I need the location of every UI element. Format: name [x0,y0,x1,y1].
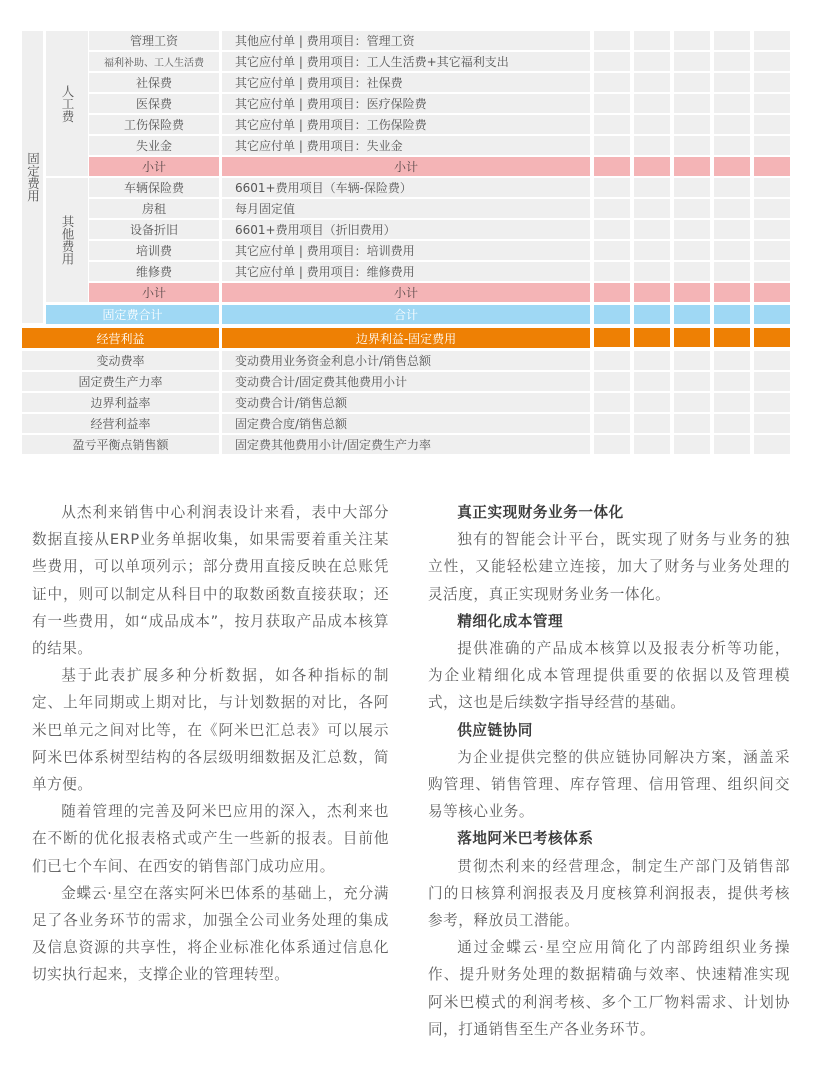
metric-row-value-cell [594,351,630,370]
row-source-text: 其它应付单 | 费用项目：工伤保险费 [222,115,590,134]
row-item-label: 设备折旧 [89,220,219,239]
labor-row-value-cell [674,94,710,113]
row-item-label: 工伤保险费 [89,115,219,134]
labor-row-value-cell [634,115,670,134]
labor-row-value-cell [754,136,790,155]
labor-row-value-cell [634,52,670,71]
labor-row-value-cell [634,73,670,92]
other-row-value-cell [754,262,790,281]
other-row-value-cell [714,178,750,197]
other-row-value-cell [594,178,630,197]
labor-row-value-cell [594,136,630,155]
other-subtotal-value-cell [594,283,630,302]
subgroup-label-labor: 人工费 [46,31,88,176]
labor-row-value-cell [714,73,750,92]
labor-row-value-cell [714,94,750,113]
section-text: 提供准确的产品成本核算以及报表分析等功能，为企业精细化成本管理提供重要的依据以及管理模式，这也是后续数字指导经营的基础。 [428,640,790,712]
row-source-text: 每月固定值 [222,199,590,218]
labor-row-value-cell [674,136,710,155]
labor-row-value-cell [754,115,790,134]
metric-row-value-cell [674,414,710,433]
other-subtotal-value-cell [754,283,790,302]
other-row-value-cell [714,241,750,260]
metric-label: 边界利益率 [22,393,219,412]
group-label-fixed-cost: 固定费用 [22,31,43,323]
other-row-value-cell [674,262,710,281]
row-item-label: 福利补助、工人生活费 [89,52,219,71]
other-row-value-cell [674,220,710,239]
other-subtotal-source: 小计 [222,283,590,302]
row-item-label: 社保费 [89,73,219,92]
other-row-value-cell [634,199,670,218]
row-source-text: 其它应付单 | 费用项目：培训费用 [222,241,590,260]
labor-row-value-cell [754,94,790,113]
operating-profit-value-cell [754,328,790,347]
labor-subtotal-value-cell [674,157,710,176]
other-subtotal-value-cell [674,283,710,302]
labor-row-value-cell [714,31,750,50]
fixed-total-source: 合计 [222,305,590,324]
section-heading: 落地阿米巴考核体系 [457,830,594,848]
metric-row-value-cell [714,372,750,391]
metric-formula: 固定费合度/销售总额 [222,414,590,433]
labor-row-value-cell [594,52,630,71]
labor-subtotal-value-cell [634,157,670,176]
labor-row-value-cell [674,73,710,92]
labor-row-value-cell [714,52,750,71]
paragraph: 金蝶云·星空在落实阿米巴体系的基础上，充分满足了各业务环节的需求，加强全公司业务处理的集成及信息资源的共享性，将企业标准化体系通过信息化切实执行起来，支撑企业的管理转型。 [32,884,389,984]
metric-row-value-cell [714,435,750,454]
metric-row-value-cell [674,435,710,454]
row-source-text: 其它应付单 | 费用项目：维修费用 [222,262,590,281]
row-source-text: 其它应付单 | 费用项目：失业金 [222,136,590,155]
fixed-total-value-cell [674,305,710,324]
metric-row-value-cell [754,393,790,412]
row-item-label: 房租 [89,199,219,218]
other-row-value-cell [634,220,670,239]
fixed-total-value-cell [754,305,790,324]
metric-row-value-cell [594,435,630,454]
paragraph: 从杰利来销售中心利润表设计来看，表中大部分数据直接从ERP业务单据收集，如果需要着重关注某些费用，可以单项列示；部分费用直接反映在总账凭证中，则可以制定从科目中的取数函数直接获取；还有一些费用，如“成品成本”，按月获取产品成本核算的结果。 [32,504,389,658]
metric-label: 变动费率 [22,351,219,370]
section-text: 贯彻杰利来的经营理念，制定生产部门及销售部门的日核算利润报表及月度核算利润报表，提供考核参考，释放员工潜能。 [428,857,790,930]
metric-row-value-cell [594,414,630,433]
other-row-value-cell [634,241,670,260]
row-source-text: 6601+费用项目（车辆-保险费） [222,178,590,197]
fixed-total-value-cell [634,305,670,324]
metric-row-value-cell [634,435,670,454]
row-item-label: 失业金 [89,136,219,155]
other-row-value-cell [714,220,750,239]
metric-formula: 变动费用业务资金利息小计/销售总额 [222,351,590,370]
other-row-value-cell [674,178,710,197]
labor-row-value-cell [594,73,630,92]
metric-formula: 变动费合计/销售总额 [222,393,590,412]
fixed-total-value-cell [594,305,630,324]
operating-profit-label: 经营利益 [22,328,219,348]
labor-row-value-cell [674,31,710,50]
metric-formula: 变动费合计/固定费其他费用小计 [222,372,590,391]
other-row-value-cell [754,241,790,260]
labor-row-value-cell [754,52,790,71]
row-source-text: 其他应付单 | 费用项目：管理工资 [222,31,590,50]
other-subtotal-value-cell [634,283,670,302]
metric-row-value-cell [714,351,750,370]
other-row-value-cell [594,220,630,239]
other-subtotal-label: 小计 [89,283,219,302]
labor-row-value-cell [634,31,670,50]
metric-row-value-cell [674,393,710,412]
row-source-text: 其它应付单 | 费用项目：医疗保险费 [222,94,590,113]
row-item-label: 维修费 [89,262,219,281]
other-row-value-cell [754,178,790,197]
other-row-value-cell [714,262,750,281]
row-source-text: 其它应付单 | 费用项目：社保费 [222,73,590,92]
section-heading: 精细化成本管理 [457,612,564,630]
metric-row-value-cell [714,393,750,412]
labor-subtotal-value-cell [754,157,790,176]
metric-label: 盈亏平衡点销售额 [22,435,219,454]
fixed-total-value-cell [714,305,750,324]
other-row-value-cell [594,262,630,281]
other-row-value-cell [674,241,710,260]
labor-row-value-cell [754,31,790,50]
other-row-value-cell [754,199,790,218]
labor-subtotal-value-cell [594,157,630,176]
labor-row-value-cell [674,115,710,134]
metric-row-value-cell [674,372,710,391]
left-text-column [32,499,389,989]
metric-row-value-cell [674,351,710,370]
fixed-total-label: 固定费合计 [46,305,219,324]
labor-row-value-cell [714,136,750,155]
closing-paragraph: 通过金蝶云·星空应用简化了内部跨组织业务操作、提升财务处理的数据精确与效率、快速精准实现阿米巴模式的利润考核、多个工厂物料需求、计划协同，打通销售至生产各业务环节。 [428,939,790,1038]
paragraph: 随着管理的完善及阿米巴应用的深入，杰利来也在不断的优化报表格式或产生一些新的报表。目前他们已七个车间、在西安的销售部门成功应用。 [32,803,389,875]
section-heading: 真正实现财务业务一体化 [457,504,624,521]
subgroup-label-other: 其他费用 [46,178,88,302]
row-item-label: 培训费 [89,241,219,260]
metric-row-value-cell [754,435,790,454]
other-row-value-cell [714,199,750,218]
labor-row-value-cell [594,115,630,134]
other-row-value-cell [594,241,630,260]
metric-row-value-cell [594,372,630,391]
labor-subtotal-source: 小计 [222,157,590,176]
labor-subtotal-value-cell [714,157,750,176]
labor-row-value-cell [594,94,630,113]
right-text-column [428,499,790,1043]
section-text: 为企业提供完整的供应链协同解决方案，涵盖采购管理、销售管理、库存管理、信用管理、组织间交易等核心业务。 [428,748,790,821]
operating-profit-value-cell [674,328,710,347]
metric-row-value-cell [634,414,670,433]
metric-row-value-cell [754,351,790,370]
labor-row-value-cell [634,136,670,155]
metric-row-value-cell [714,414,750,433]
operating-profit-source: 边界利益-固定费用 [222,328,590,348]
metric-formula: 固定费其他费用小计/固定费生产力率 [222,435,590,454]
metric-row-value-cell [594,393,630,412]
paragraph: 基于此表扩展多种分析数据，如各种指标的制定、上年同期或上期对比，与计划数据的对比，各阿米巴单元之间对比等，在《阿米巴汇总表》可以展示阿米巴体系树型结构的各层级明细数据及汇总数，简单方便。 [32,667,389,794]
metric-row-value-cell [634,372,670,391]
labor-row-value-cell [674,52,710,71]
operating-profit-value-cell [594,328,630,347]
row-item-label: 医保费 [89,94,219,113]
metric-row-value-cell [634,393,670,412]
other-row-value-cell [634,262,670,281]
row-source-text: 其它应付单 | 费用项目：工人生活费+其它福利支出 [222,52,590,71]
metric-label: 经营利益率 [22,414,219,433]
section-heading: 供应链协同 [457,721,533,739]
labor-subtotal-label: 小计 [89,157,219,176]
other-row-value-cell [754,220,790,239]
operating-profit-value-cell [634,328,670,347]
row-source-text: 6601+费用项目（折旧费用） [222,220,590,239]
other-row-value-cell [594,199,630,218]
section-text: 独有的智能会计平台，既实现了财务与业务的独立性，又能轻松建立连接，加大了财务与业务处理的灵活度，真正实现财务业务一体化。 [428,531,790,603]
labor-row-value-cell [714,115,750,134]
labor-row-value-cell [634,94,670,113]
other-row-value-cell [674,199,710,218]
metric-row-value-cell [634,351,670,370]
row-item-label: 车辆保险费 [89,178,219,197]
other-subtotal-value-cell [714,283,750,302]
labor-row-value-cell [594,31,630,50]
row-item-label: 管理工资 [89,31,219,50]
other-row-value-cell [634,178,670,197]
operating-profit-value-cell [714,328,750,347]
metric-row-value-cell [754,414,790,433]
metric-label: 固定费生产力率 [22,372,219,391]
labor-row-value-cell [754,73,790,92]
metric-row-value-cell [754,372,790,391]
